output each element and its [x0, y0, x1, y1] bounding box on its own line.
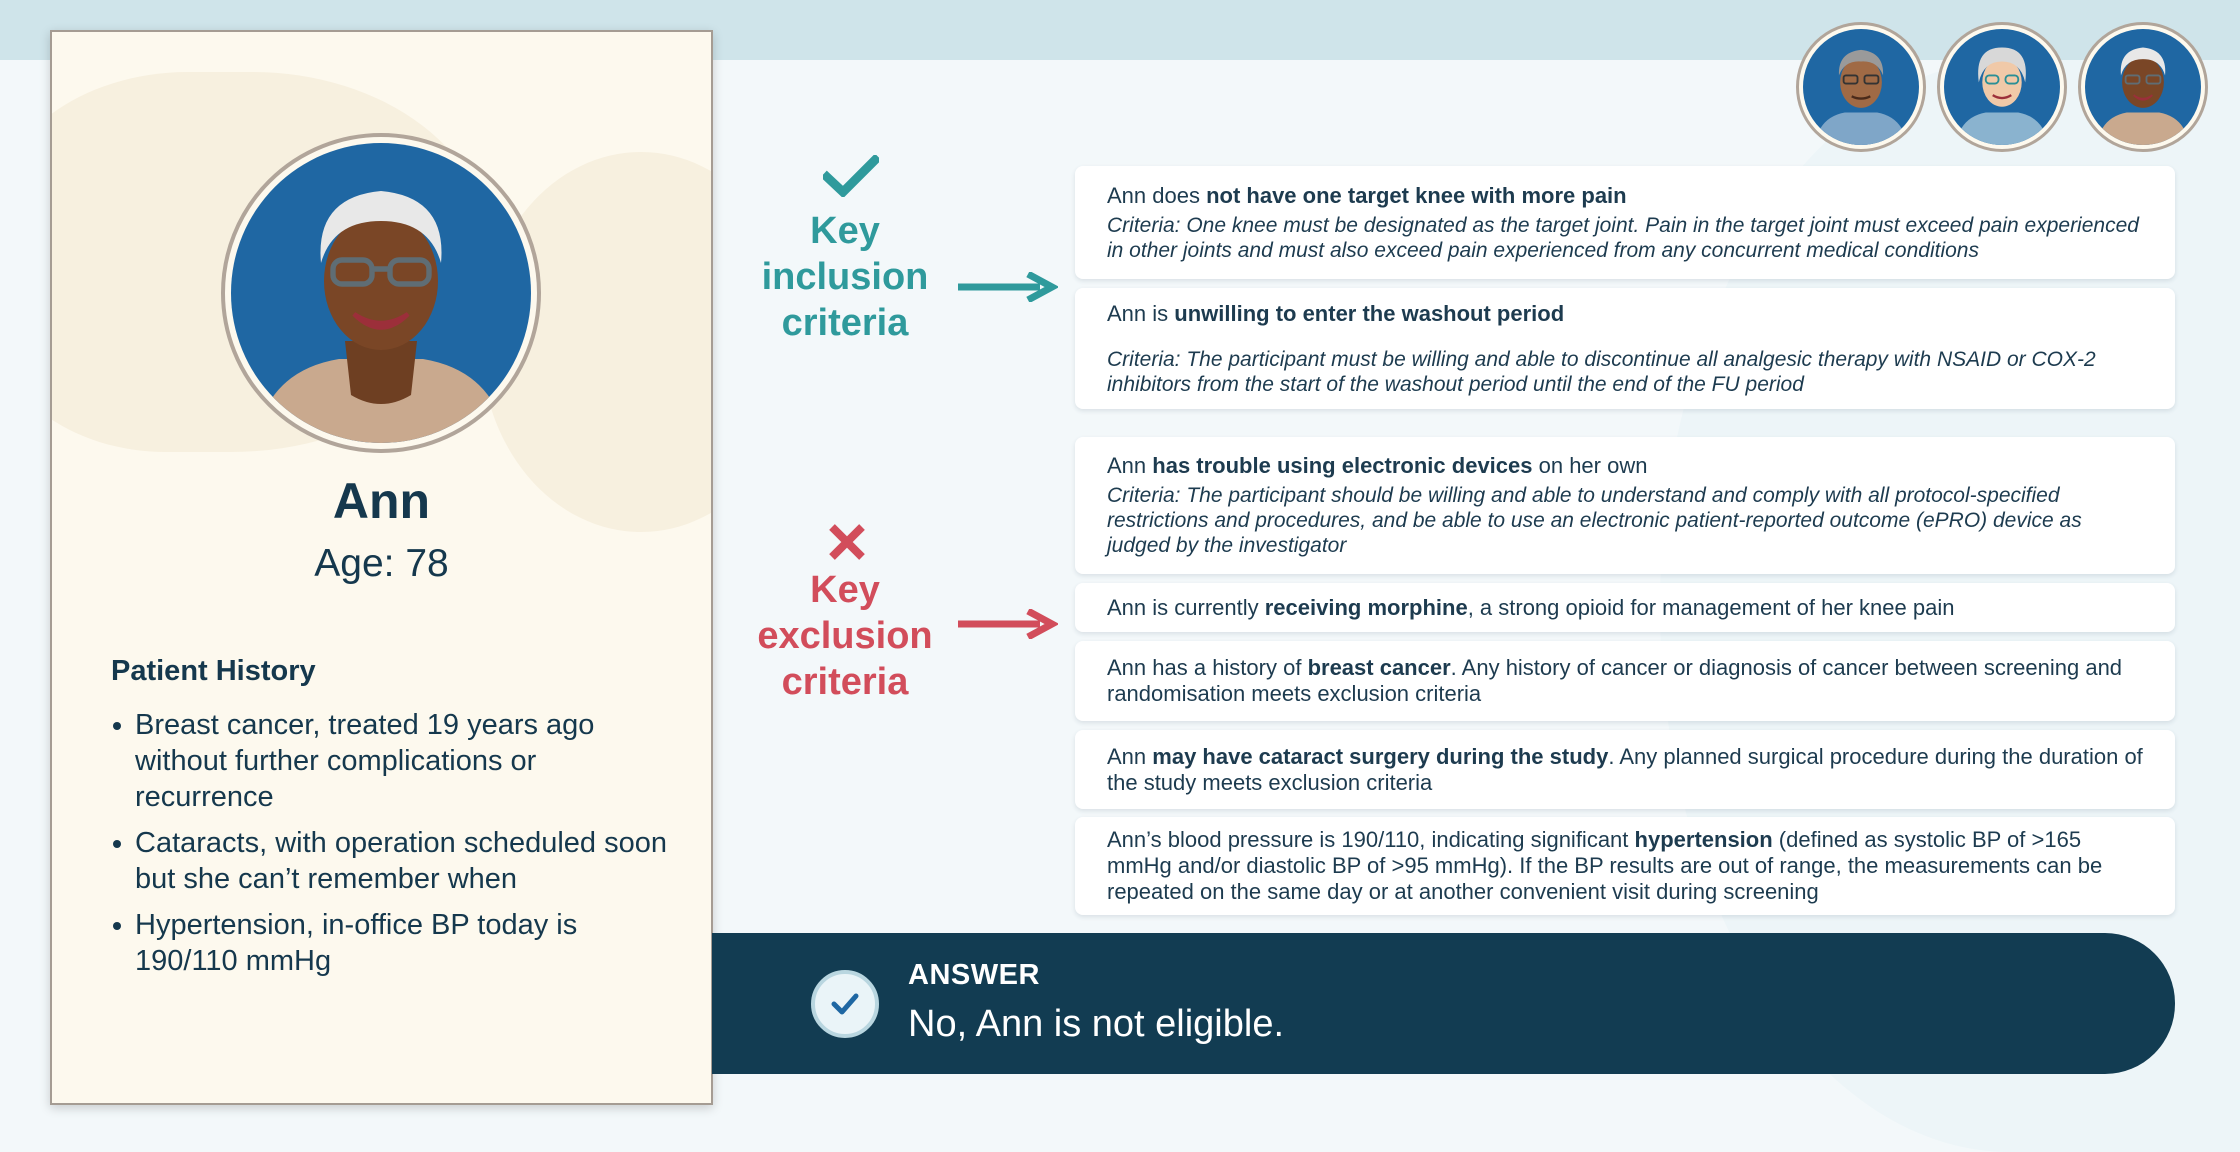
arrow-right-icon — [958, 609, 1058, 639]
history-item: Hypertension, in-office BP today is 190/110 mmHg — [111, 907, 671, 979]
woman-portrait-icon — [1944, 29, 2060, 145]
criterion-statement: Ann’s blood pressure is 190/110, indicating significant hypertension (defined as systolic BP of >165 mmHg and/or diastolic BP of >95 mmHg). If the BP results are out of range, the measurements can be repeated on the same day or at another convenient visit during screening — [1107, 827, 2103, 904]
arrow-right-icon — [958, 272, 1058, 302]
man-portrait-icon — [1803, 29, 1919, 145]
criterion-statement: Ann has a history of breast cancer. Any history of cancer or diagnosis of cancer between screening and randomisation meets exclusion criteria — [1107, 655, 2123, 706]
answer-label: ANSWER — [908, 959, 1040, 991]
patient-name: Ann — [332, 473, 431, 529]
exclusion-criterion-card — [1075, 437, 2175, 574]
exclusion-criterion-card — [1075, 817, 2175, 915]
exclusion-criterion-card — [1075, 641, 2175, 721]
patient-history-title: Patient History — [111, 655, 316, 687]
criterion-definition: Criteria: One knee must be designated as the target joint. Pain in the target joint must exceed pain experienced in other joints and must also exceed pain experienced from any concurrent medical conditions — [1107, 213, 2139, 262]
avatar-patient-2[interactable] — [1937, 22, 2067, 152]
history-item: Cataracts, with operation scheduled soon but she can’t remember when — [111, 825, 671, 897]
patient-history-list — [111, 707, 671, 989]
criterion-definition: Criteria: The participant must be willing and able to discontinue all analgesic therapy with NSAID or COX-2 inhibitors from the start of the washout period until the end of the FU period — [1107, 347, 2096, 396]
avatar-patient-1[interactable] — [1796, 22, 1926, 152]
criterion-statement: Ann does not have one target knee with more pain — [1107, 182, 1627, 208]
criterion-statement: Ann may have cataract surgery during the study. Any planned surgical procedure during the duration of the study meets exclusion criteria — [1107, 743, 2143, 795]
patient-portrait-icon — [231, 143, 531, 443]
exclusion-criterion-card — [1075, 730, 2175, 809]
history-item: Breast cancer, treated 19 years ago without further complications or recurrence — [111, 707, 671, 815]
check-icon — [831, 992, 859, 1016]
inclusion-criteria-label: Key inclusion criteria — [761, 210, 929, 344]
criterion-definition: Criteria: The participant should be willing and able to understand and comply with all protocol-specified restrictions and procedures, and be able to use an electronic patient-reported outcome (ePRO) device as judged by the investigator — [1107, 484, 2082, 557]
exclusion-criterion-card — [1075, 583, 2175, 632]
answer-banner — [712, 933, 2175, 1074]
patient-age: Age: 78 — [314, 542, 449, 585]
exclusion-criteria-label: Key exclusion criteria — [757, 569, 933, 703]
x-icon — [827, 522, 867, 562]
patient-card — [50, 30, 713, 1105]
criterion-statement: Ann has trouble using electronic devices on her own — [1107, 453, 1648, 478]
inclusion-criterion-card — [1075, 166, 2175, 279]
patient-avatar — [221, 133, 541, 453]
ann-portrait-icon — [2085, 29, 2201, 145]
answer-check-badge — [811, 970, 879, 1038]
check-icon — [823, 155, 879, 197]
criterion-statement: Ann is unwilling to enter the washout period — [1107, 300, 1565, 326]
answer-text: No, Ann is not eligible. — [908, 1003, 1285, 1045]
avatar-patient-ann[interactable] — [2078, 22, 2208, 152]
criterion-statement: Ann is currently receiving morphine, a strong opioid for management of her knee pain — [1107, 594, 1955, 620]
inclusion-criterion-card — [1075, 288, 2175, 409]
